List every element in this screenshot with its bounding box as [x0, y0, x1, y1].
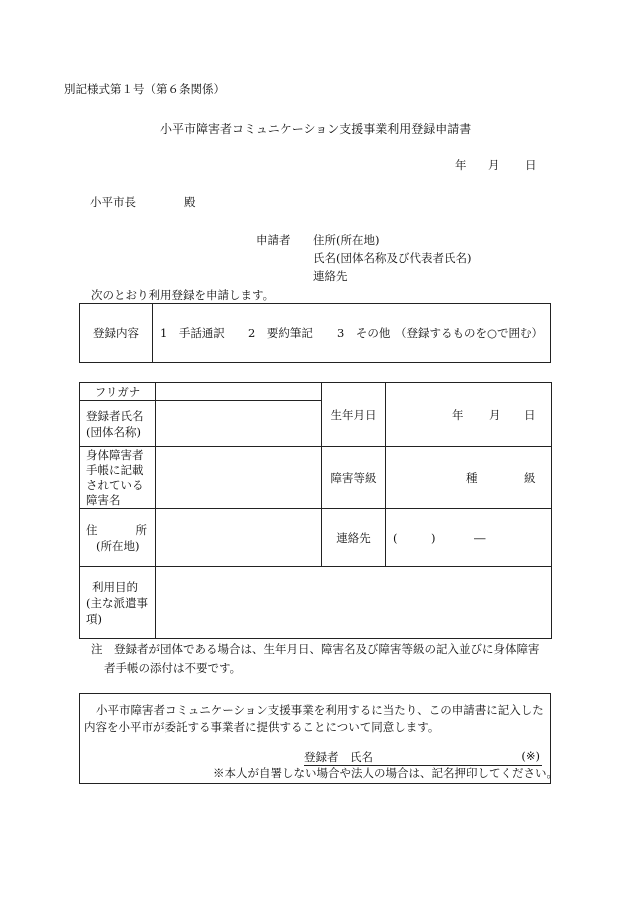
- option-summary-writing[interactable]: 2 要約筆記: [248, 326, 313, 340]
- note-line1: 注 登録者が団体である場合は、生年月日、障害名及び障害等級の記入並びに身体障害: [91, 642, 540, 656]
- applicant-name-label: 氏名(団体名称及び代表者氏名): [313, 251, 472, 265]
- registrant-name-label: 登録者氏名: [86, 408, 144, 423]
- honorific: 殿: [184, 195, 196, 209]
- applicant-label: 申請者: [256, 233, 291, 247]
- addressee: 小平市長: [90, 195, 136, 209]
- contact-input[interactable]: [386, 509, 552, 567]
- address-location-label: (所在地): [96, 538, 140, 553]
- birthdate-day-label: 日: [524, 407, 536, 422]
- purpose-label-line1: 利用目的: [92, 579, 138, 594]
- applicant-address-label: 住所(所在地): [313, 233, 380, 247]
- grade-type-label: 種: [466, 470, 478, 485]
- registrant-group-label: (団体名称): [86, 424, 141, 439]
- consent-line1: 小平市障害者コミュニケーション支援事業を利用するに当たり、この申請書に記入した: [96, 703, 544, 717]
- disability-label-line2: 手帳に記載: [86, 462, 144, 477]
- birthdate-month-label: 月: [489, 407, 501, 422]
- registrant-name-label-cell: [80, 401, 156, 447]
- option-other[interactable]: 3 その他: [337, 326, 391, 340]
- purpose-label-line3: 項): [86, 611, 102, 626]
- address-input[interactable]: [156, 509, 322, 567]
- disability-name-input[interactable]: [156, 447, 322, 509]
- purpose-input[interactable]: [156, 567, 552, 639]
- date-year-label: 年: [455, 158, 467, 172]
- seal-mark: (※): [521, 749, 540, 763]
- grade-level-label: 級: [524, 470, 536, 485]
- registrant-name-input[interactable]: [156, 401, 322, 447]
- birthdate-year-label: 年: [452, 407, 464, 422]
- date-day-label: 日: [525, 158, 537, 172]
- signature-label: 登録者 氏名: [304, 750, 373, 764]
- address-label-part2: 所: [135, 522, 147, 537]
- address-label-cell: [80, 509, 156, 567]
- registration-box: [79, 303, 551, 363]
- birthdate-label: 生年月日: [330, 407, 377, 422]
- address-label-part1: 住: [86, 522, 98, 537]
- phone-dash: ―: [474, 530, 486, 545]
- note-line2: 者手帳の添付は不要です。: [104, 661, 242, 675]
- registration-table: [79, 382, 552, 639]
- disability-label-line3: されている: [86, 477, 144, 492]
- disability-grade-label-cell: [322, 447, 386, 509]
- consent-line2: 内容を小平市が委託する事業者に提供することについて同意します。: [84, 720, 440, 734]
- date-month-label: 月: [488, 158, 500, 172]
- disability-name-label-cell: [80, 447, 156, 509]
- birthdate-label-cell: [322, 383, 386, 447]
- phone-open-paren: (: [393, 530, 398, 545]
- consent-box: [79, 693, 558, 784]
- signature-line[interactable]: [304, 749, 542, 766]
- disability-grade-label: 障害等級: [330, 470, 377, 485]
- registration-note: （登録するものを○で囲む）: [395, 326, 544, 340]
- disability-label-line4: 障害名: [86, 492, 121, 507]
- contact-label-cell: [322, 509, 386, 567]
- intro-text: 次のとおり利用登録を申請します。: [91, 288, 275, 302]
- disability-label-line1: 身体障害者: [86, 447, 144, 462]
- form-number: 別記様式第１号（第６条関係）: [64, 82, 225, 96]
- furigana-input[interactable]: [156, 383, 322, 401]
- furigana-label-cell: [80, 383, 156, 401]
- contact-label: 連絡先: [336, 530, 371, 545]
- purpose-label-cell: [80, 567, 156, 639]
- furigana-label: フリガナ: [94, 384, 141, 399]
- phone-close-paren: ): [431, 530, 436, 545]
- consent-footnote: ※本人が自署しない場合や法人の場合は、記名押印してください。: [213, 766, 558, 780]
- option-sign-language[interactable]: 1 手話通訳: [160, 326, 225, 340]
- registration-label: 登録内容: [93, 326, 139, 340]
- disability-grade-input[interactable]: [386, 447, 552, 509]
- page-title: 小平市障害者コミュニケーション支援事業利用登録申請書: [160, 122, 472, 136]
- purpose-label-line2: (主な派遣事: [86, 595, 148, 610]
- birthdate-input[interactable]: [386, 383, 552, 447]
- applicant-contact-label: 連絡先: [313, 269, 348, 283]
